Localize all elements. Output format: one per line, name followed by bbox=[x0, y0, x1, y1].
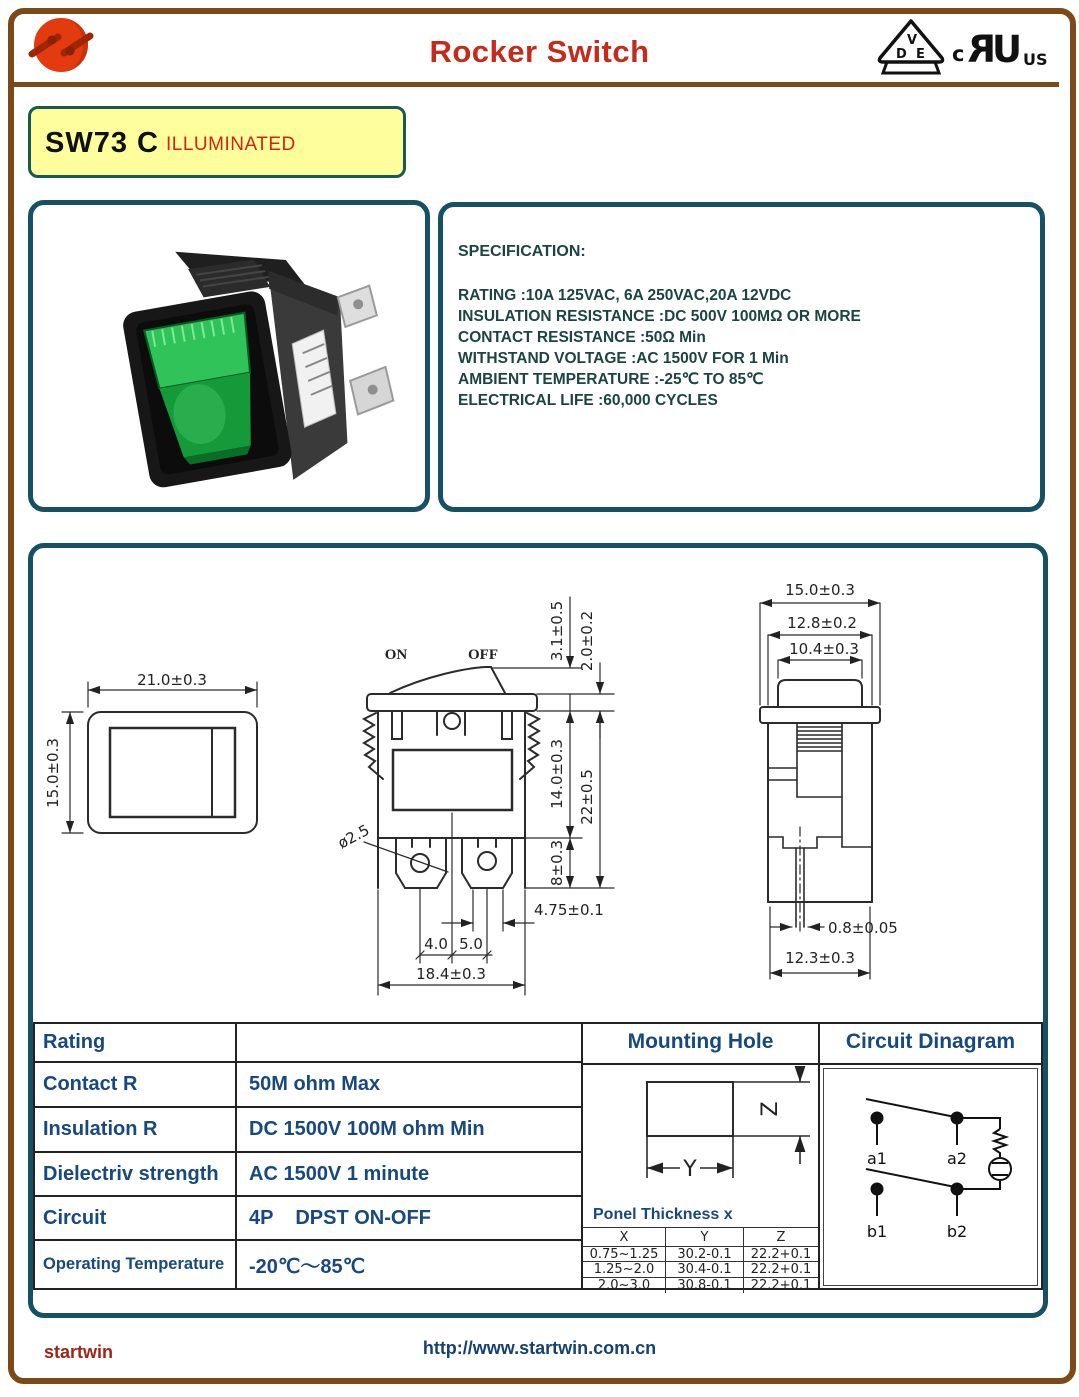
insulation-r-label: Insulation R bbox=[35, 1108, 237, 1153]
dim-rocker-height: 3.1±0.5 bbox=[548, 600, 566, 662]
insulation-r-value: DC 1500V 100M ohm Min bbox=[237, 1108, 581, 1153]
spec-line-contact: CONTACT RESISTANCE :50Ω Min bbox=[458, 329, 706, 346]
spec-line-withstand: WITHSTAND VOLTAGE :AC 1500V FOR 1 Min bbox=[458, 350, 789, 367]
dim-top-height: 15.0±0.3 bbox=[44, 738, 62, 808]
dielectric-strength-label: Dielectriv strength bbox=[35, 1153, 237, 1197]
panel-thickness-label: Ponel Thickness x bbox=[593, 1206, 733, 1223]
circuit-diagram-title: Circuit Dinagram bbox=[845, 1030, 1016, 1053]
dim-end-outer-width: 15.0±0.3 bbox=[785, 581, 855, 599]
dim-4: 4.0 bbox=[424, 935, 448, 953]
dim-terminal-pitch: 4.75±0.1 bbox=[534, 901, 604, 919]
mounting-z-label: Z bbox=[758, 1101, 783, 1117]
terminal-a2-label: a2 bbox=[947, 1149, 967, 1168]
technical-drawings bbox=[34, 555, 1044, 1010]
panel-col-x: X bbox=[583, 1228, 666, 1246]
vde-letter-d: D bbox=[896, 47, 907, 62]
contact-r-label: Contact R bbox=[35, 1063, 237, 1108]
cul-letter-r: R bbox=[967, 28, 996, 71]
header-divider bbox=[13, 82, 1059, 87]
dim-terminal-thickness: 0.8±0.05 bbox=[828, 919, 898, 937]
dielectric-strength-value: AC 1500V 1 minute bbox=[237, 1153, 581, 1197]
circuit-diagram-frame bbox=[823, 1068, 1038, 1286]
circuit-diagram-panel bbox=[820, 1022, 1043, 1290]
panel-row3-x: 2.0~3.0 bbox=[583, 1277, 666, 1293]
panel-row2-y: 30.4-0.1 bbox=[666, 1261, 744, 1277]
circuit-diagram bbox=[824, 1069, 1039, 1287]
dim-total-height: 22±0.5 bbox=[578, 769, 596, 825]
dim-5: 5.0 bbox=[459, 935, 483, 953]
dim-flange-thickness: 2.0±0.2 bbox=[578, 610, 596, 672]
panel-row1-y: 30.2-0.1 bbox=[666, 1246, 744, 1261]
panel-col-y: Y bbox=[666, 1228, 744, 1246]
operating-temperature-value: -20℃～85℃ bbox=[249, 1256, 366, 1278]
model-tag: ILLUMINATED bbox=[166, 134, 296, 155]
dim-body-height: 14.0±0.3 bbox=[548, 739, 566, 809]
vde-letter-v: V bbox=[907, 33, 918, 48]
cul-letter-c: c bbox=[952, 42, 965, 66]
mounting-y-label: Y bbox=[683, 1157, 697, 1182]
model-box bbox=[28, 106, 406, 178]
panel-thickness-table bbox=[583, 1227, 818, 1292]
contact-r-value: 50M ohm Max bbox=[237, 1063, 581, 1108]
page-title: Rocker Switch bbox=[429, 34, 650, 69]
spec-line-rating: RATING :10A 125VAC, 6A 250VAC,20A 12VDC bbox=[458, 287, 792, 304]
spec-line-insulation: INSULATION RESISTANCE :DC 500V 100MΩ OR MORE bbox=[458, 308, 861, 325]
operating-temperature-label: Operating Temperature bbox=[35, 1241, 237, 1288]
vde-certification-icon bbox=[874, 18, 948, 76]
mounting-hole-panel bbox=[583, 1022, 820, 1293]
circuit-value: 4P DPST ON-OFF bbox=[237, 1197, 581, 1241]
model-code: SW73 C bbox=[45, 127, 159, 159]
mounting-hole-diagram bbox=[583, 1066, 818, 1206]
terminal-a1-label: a1 bbox=[867, 1149, 887, 1168]
dim-body-width: 18.4±0.3 bbox=[416, 965, 486, 983]
panel-row2-x: 1.25~2.0 bbox=[583, 1261, 666, 1277]
panel-row3-z: 22.2+0.1 bbox=[744, 1277, 818, 1293]
dim-end-mid-width: 12.8±0.2 bbox=[787, 614, 857, 632]
dim-bottom-width: 12.3±0.3 bbox=[785, 949, 855, 967]
mounting-hole-title-divider bbox=[583, 1063, 818, 1065]
label-off: OFF bbox=[468, 647, 498, 663]
product-photo bbox=[41, 211, 425, 505]
cul-letter-u: U bbox=[992, 28, 1023, 71]
panel-row1-z: 22.2+0.1 bbox=[744, 1246, 818, 1261]
specification-box bbox=[438, 202, 1045, 512]
panel-row2-z: 22.2+0.1 bbox=[744, 1261, 818, 1277]
cul-us-certification-icon bbox=[950, 20, 1048, 74]
cul-letter-us: US bbox=[1023, 50, 1048, 69]
specification-heading: SPECIFICATION: bbox=[458, 243, 586, 260]
rating-row-label: Rating bbox=[35, 1024, 237, 1063]
circuit-label: Circuit bbox=[35, 1197, 237, 1241]
dim-terminal-height: 8±0.3 bbox=[548, 840, 566, 886]
terminal-b1-label: b1 bbox=[866, 1222, 888, 1241]
rating-table bbox=[33, 1022, 583, 1290]
mounting-hole-title: Mounting Hole bbox=[627, 1030, 774, 1053]
panel-col-z: Z bbox=[776, 1229, 786, 1245]
dim-top-width: 21.0±0.3 bbox=[137, 671, 207, 689]
dim-hole-dia: ø2.5 bbox=[334, 820, 373, 853]
spec-line-ambient: AMBIENT TEMPERATURE :-25℃ TO 85℃ bbox=[458, 371, 764, 388]
vde-letter-e: E bbox=[916, 47, 925, 62]
rating-row-value bbox=[237, 1024, 581, 1063]
terminal-b2-label: b2 bbox=[946, 1222, 968, 1241]
spec-line-life: ELECTRICAL LIFE :60,000 CYCLES bbox=[458, 392, 718, 409]
panel-row1-x: 0.75~1.25 bbox=[583, 1246, 666, 1261]
footer-url: http://www.startwin.com.cn bbox=[422, 1338, 657, 1358]
panel-row3-y: 30.8-0.1 bbox=[666, 1277, 744, 1293]
footer-brand: startwin bbox=[44, 1342, 114, 1362]
label-on: ON bbox=[384, 647, 408, 663]
dim-end-rocker-width: 10.4±0.3 bbox=[789, 640, 859, 658]
circuit-title-divider bbox=[820, 1063, 1041, 1065]
product-photo-box bbox=[28, 200, 430, 512]
